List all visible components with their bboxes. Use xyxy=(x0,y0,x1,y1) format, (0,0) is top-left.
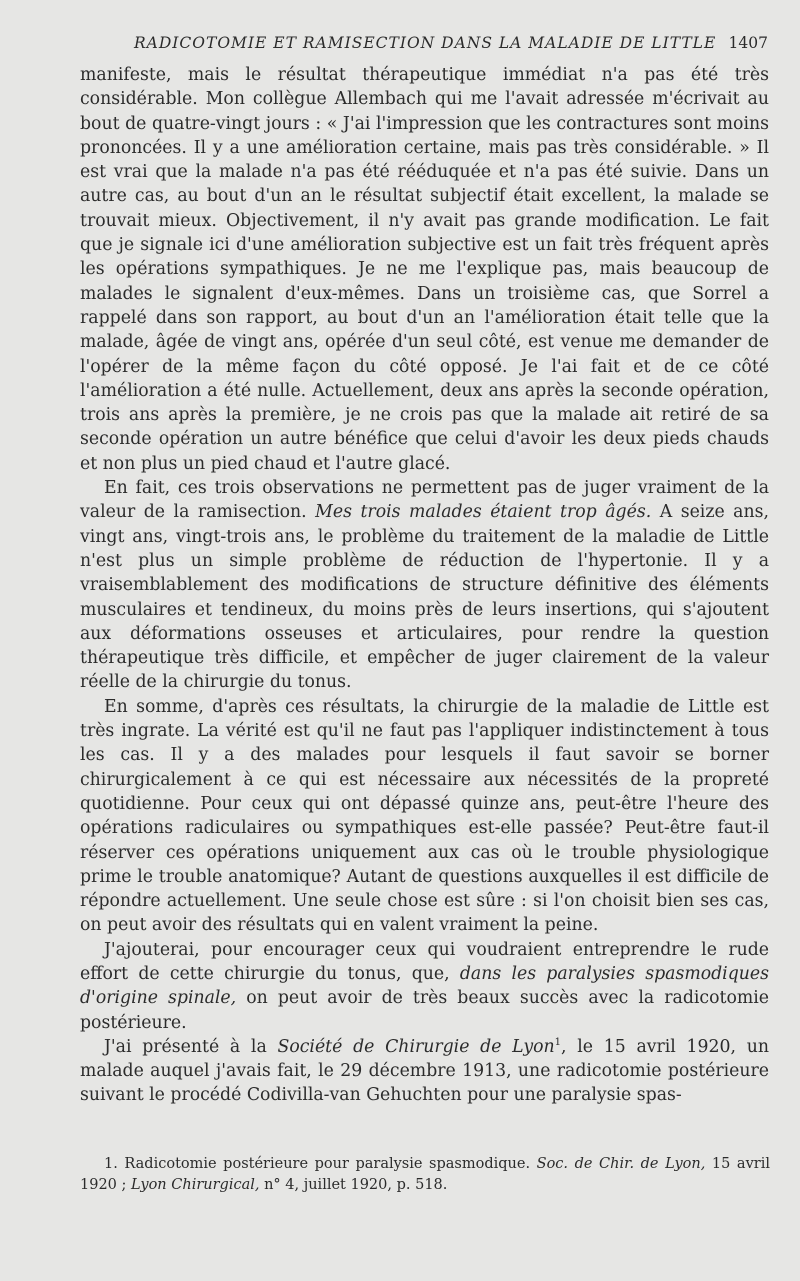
italic-run: Lyon Chirurgical, xyxy=(131,1177,260,1193)
body-text xyxy=(80,63,769,1108)
text-run: 15 avril 1920 ; xyxy=(80,1156,770,1193)
text-run: En somme, d'après ces résultats, la chirurgie de la maladie de Little est très ingrate. La vérité est qu'il ne faut pas l'appliquer indistinctement à tous les cas. Il y a des malades pour lesquels il faut savoir se borner chirurgicalement à ce qui est nécessaire aux nécessités de la propreté quotidienne. Pour ceux qui ont dépassé quinze ans, peut-être l'heure des opérations radiculaires ou sympathiques est-elle passée? Peut-être faut-il réserver ces opérations uniquement aux cas où le trouble physiologique prime le trouble anatomique? Autant de questions auxquelles il est difficile de répondre actuellement. Une seule chose est sûre : si l'on choisit bien ses cas, on peut avoir des résultats qui en valent vraiment la peine. xyxy=(80,696,769,936)
footnote-section xyxy=(80,1154,770,1196)
page-number: 1407 xyxy=(728,34,768,52)
footnote xyxy=(80,1154,770,1196)
paragraph xyxy=(80,695,769,938)
text-run: A seize ans, vingt ans, vingt-trois ans, le problème du traitement de la maladie de Little n'est plus un simple problème de réduction de l'hypertonie. Il y a vraisemblablement des modifications de structure définitive des éléments musculaires et tendineux, du moins près de leurs insertions, qui s'ajoutent aux déformations osseuses et articulaires, pour rendre la question thérapeutique très difficile, et empêcher de juger clairement de la valeur réelle de la chirurgie du tonus. xyxy=(80,502,769,693)
text-run: 1. Radicotomie postérieure pour paralysie spasmodique. xyxy=(104,1156,537,1172)
running-title: RADICOTOMIE ET RAMISECTION DANS LA MALADIE DE LITTLE xyxy=(134,34,717,52)
text-run: n° 4, juillet 1920, p. 518. xyxy=(259,1177,448,1193)
text-run: J'ajouterai, pour encourager ceux qui voudraient entreprendre le rude effort de cette chirurgie du tonus, que, xyxy=(80,939,769,984)
text-run: , le 15 avril 1920, un malade auquel j'avais fait, le 29 décembre 1913, une radicotomie postérieure suivant le procédé Codivilla-van Gehuchten pour une paralysie spas- xyxy=(80,1036,770,1106)
text-run: on peut avoir de très beaux succès avec la radicotomie postérieure. xyxy=(80,988,769,1033)
paragraph xyxy=(80,476,769,695)
footnote-marker[interactable]: 1 xyxy=(554,1037,562,1049)
italic-run: Mes trois malades étaient trop âgés. xyxy=(315,502,652,523)
paragraph xyxy=(80,1035,769,1108)
text-run: manifeste, mais le résultat thérapeutique immédiat n'a pas été très considérable. Mon collègue Allembach qui me l'avait adressée m'écrivait au bout de quatre-vingt jours : « J'ai l'impression que les contractures sont moins prononcées. Il y a une amélioration certaine, mais pas très considérable. » Il est vrai que la malade n'a pas été rééduquée et n'a pas été suivie. Dans un autre cas, au bout d'un an le résultat subjectif était excellent, la malade se trouvait mieux. Objectivement, il n'y avait pas grande modification. Le fait que je signale ici d'une amélioration subjective est un fait très fréquent après les opérations sympathiques. Je ne me l'explique pas, mais beaucoup de malades le signalent d'eux-mêmes. Dans un troisième cas, que Sorrel a rappelé dans son rapport, au bout d'un an l'amélioration était telle que la malade, âgée de vingt ans, opérée d'un seul côté, est venue me demander de l'opérer de la même façon du côté opposé. Je l'ai fait et de ce côté l'amélioration a été nulle. Actuellement, deux ans après la seconde opération, trois ans après la première, je ne crois pas que la malade ait retiré de sa seconde opération un autre bénéfice que celui d'avoir les deux pieds chauds et non plus un pied chaud et l'autre glacé. xyxy=(80,65,769,474)
italic-run: Société de Chirurgie de Lyon xyxy=(277,1036,555,1057)
text-run: J'ai présenté à la xyxy=(104,1036,278,1057)
text-run: En fait, ces trois observations ne permettent pas de juger vraiment de la valeur de la ramisection. xyxy=(80,478,769,523)
italic-run: dans les paralysies spasmodiques d'origine spinale, xyxy=(80,963,769,1009)
paragraph xyxy=(80,938,769,1035)
running-head xyxy=(80,34,768,58)
italic-run: Soc. de Chir. de Lyon, xyxy=(536,1156,706,1172)
paragraph xyxy=(80,63,769,476)
